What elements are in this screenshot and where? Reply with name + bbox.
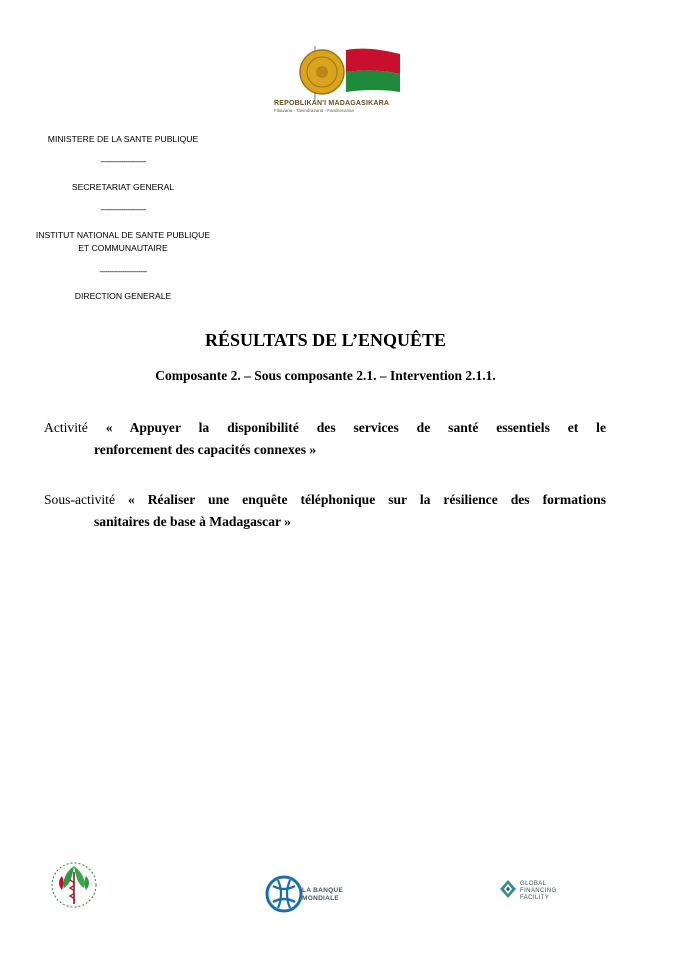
gff-diamond-icon — [498, 878, 518, 900]
institute-name-line1: INSTITUT NATIONAL DE SANTE PUBLIQUE — [35, 230, 211, 240]
subactivity-paragraph — [44, 489, 606, 533]
header-separator: ----------------------- — [99, 267, 147, 276]
activity-label: Activité — [44, 420, 88, 435]
header-separator: ---------------------- — [100, 157, 146, 166]
direction-name: DIRECTION GENERALE — [74, 291, 172, 301]
header-separator: ---------------------- — [100, 205, 146, 214]
subactivity-line1 — [44, 489, 606, 511]
emblem-motto: Fitiavana - Tanindrazana - Fandrosoana — [274, 108, 354, 113]
institute-name-line2: ET COMMUNAUTAIRE — [78, 243, 168, 253]
subactivity-text-line1: « Réaliser une enquête téléphonique sur la résilience des formations — [127, 492, 606, 507]
document-title: RÉSULTATS DE L’ENQUÊTE — [204, 330, 447, 350]
world-bank-name-line1: LA BANQUE — [302, 887, 344, 894]
emblem-title: REPOBLIKAN'I MADAGASIKARA — [274, 100, 390, 107]
ministry-health-logo — [48, 858, 100, 912]
secretariat-name: SECRETARIAT GENERAL — [71, 182, 175, 192]
flag-seal-icon — [270, 44, 410, 100]
world-bank-name-line2: MONDIALE — [302, 895, 340, 902]
activity-paragraph — [44, 417, 606, 461]
activity-text-line2: renforcement des capacités connexes » — [94, 442, 317, 457]
world-bank-logo — [264, 872, 354, 916]
activity-line1 — [44, 417, 606, 439]
gff-name-line1: GLOBAL — [520, 881, 547, 887]
gff-name-line3: FACILITY — [520, 895, 550, 901]
ministry-name: MINISTERE DE LA SANTE PUBLIQUE — [47, 134, 199, 144]
gff-logo — [498, 878, 578, 908]
subactivity-label: Sous-activité — [44, 492, 115, 507]
caduceus-icon — [48, 858, 100, 912]
gff-name-line2: FINANCING — [520, 888, 557, 894]
activity-text-line1: « Appuyer la disponibilité des services de santé essentiels et le — [105, 420, 606, 435]
document-subtitle: Composante 2. – Sous composante 2.1. – Intervention 2.1.1. — [155, 368, 496, 383]
republic-emblem — [270, 44, 410, 116]
globe-icon — [264, 872, 304, 916]
subactivity-text-line2: sanitaires de base à Madagascar » — [94, 514, 291, 529]
